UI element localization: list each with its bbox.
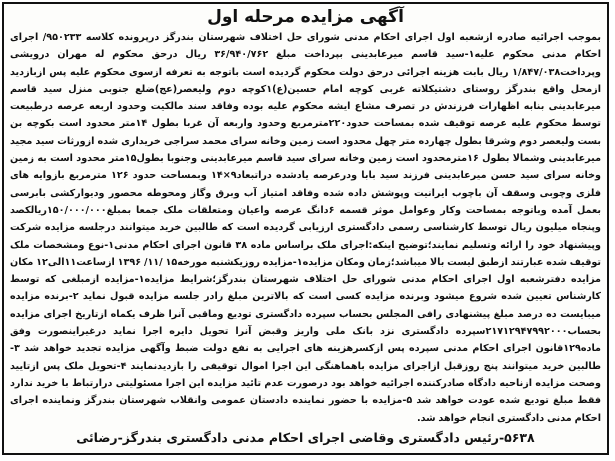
notice-title: آگهی مزایده مرحله اول xyxy=(207,7,404,27)
notice-body: بموجب اجرائیه صادره ازشعبه اول اجرای احکام مدنی شورای حل اختلاف شهرستان بندرگز درپرونده کلاسه ۹۵۰۲۳۳/ اجرای احکام مدنی محکوم علیه۱-سید قاسم میرعابدینی بپرداخت مبلغ ۳۶/۹۴۰/۷۶۲ ریال درحق محکوم له مهران درویشی وپرداخت۱/۸۴۷/۰۳۸ ریال بابت هزینه اجرائی درحق دولت محکوم گردیده است باتوجه به تعرفه ازسوی محکوم علیه پس ازبازدید ازمحل واقع بندرگز روستای دشتیکلاته غربی کوچه امام حسین(ع)۱کوچه دوم ولیعصر(عج)ضلع جنوبی منزل سید قاسم میرعابدینی بنابه اظهارات فرزندش در تصرف مشاع ایشه محکوم علیه بوده وفاقد سند مالکیت وحدود اربعه عرصه درطبیعت توسط محکوم علیه عرصه توقیف شده بمساحت حدود۲۲۰مترمربع وحدود واربعه آن غربا بطول ۱۴متر محدود است بکوچه بن بست ولیعصر دوم وشرقا بطول چهارده متر چهل محدود است زمین وخانه سرای محمد سراجی خریداری شده ازورثات سید مجید میرعابدینی وشمالا بطول ۱۶مترمحدود است زمین وخانه سرای سید قاسم میرعابدینی وجنوبا بطول۱۵متر محدود است به زمین وخانه سرای سید حسن میرعابدینی فرزند سید بابا ودرعرصه یادشده دراتبعاد۹×۱۴ وبمساحت حدود ۱۲۶ مترمربع بازوایه های فلزی وچوبی وسقف آن باچوب ایرانیت وپوشش داده شده وفاقد امتیاز آب وبرق وگاز ومحوطه محصور ودیوارکشی بابرسی بعمل آمده وباتوجه بمساحت وکار وعوامل موثر قسمه ۶دانگ عرصه واعیان ومتعلقات ملک جمعا بمبلغ۱۵۰/۰۰۰/۰۰۰ریالکصد وپنجاه میلیون ریال توسط کارشناسی رسمی دادگستری ارزیابی گردیده است که طالبین خرید میتوانند درجلسه مزایده شرکت وپیشنهاد خود را ارائه وتسلیم نمایند؛توضیح اینکه:اجرای ملک براساس ماده ۳۸ قانون اجرای احکام مدنی۱-نوع ومشخصات ملک توقیف شده عبارتند ازطبق لیست بالا میباشد؛زمان ومکان مزایده۱-مزایده روزیکشنبه مورخه۱۵ /۱۱/ ۱۳۹۶ ازساعت۱۱الی۱۲ مکان مزایده دفترشعبه اول اجرای احکام مدنی شورای حل اختلاف شهرستان بندرگز؛شرایط مزایده۱-مزایده ازمبلغی که توسط کارشناس تعیین شده شروع میشود وبرنده مزایده کسی است که بالاترین مبلغ رادر جلسه مزایده قبول نماید ۲-برنده مزایده میبایست ده درصد مبلغ پیشنهادی رافی المجلس بحساب سپرده دادگستری تودیع وماقبی آنرا ظرف یکماه ازتاریخ اجرای مزایده بحساب۲۱۷۱۲۹۴۷۹۹۲۰۰۰سپرده دادگستری نزد بانک ملی واریز وقبض آنرا تحویل دایره اجرا نماید درغیراینصورت وفق ماده۱۲۹قانون اجرای احکام مدنی سپرده پس ازکسرهزینه های اجرایی به نفع دولت ضبط وآگهی مزایده تجدید خواهد شد ۳-طالبین خرید میتوانند پنج روزقبل ازاجرای مزایده باهماهنگی این اجرا اموال توقیفی را بازدیدنمایند ۴-تحویل ملک پس ازتایید وصحت مزایده ازناحیه دادگاه صادرکننده اجرائیه خواهد بود درصورت عدم تائید مزایده این اجرا مسئولیتی درارتباط با خرید ندارد فقط مبلغ تودیع شده عودت خواهد شد ۵-مزایده با حضور نماینده دادستان عمومی وانقلاب شهرستان بندرگز ونماینده اجرای احکام مدنی دادگستری انجام خواهد شد. xyxy=(10,32,602,424)
notice-signature: ۵۶۳۸-رئیس دادگستری وقاضی اجرای احکام مدنی دادگستری بندرگز-رضائی xyxy=(76,429,535,445)
auction-notice xyxy=(2,2,609,455)
